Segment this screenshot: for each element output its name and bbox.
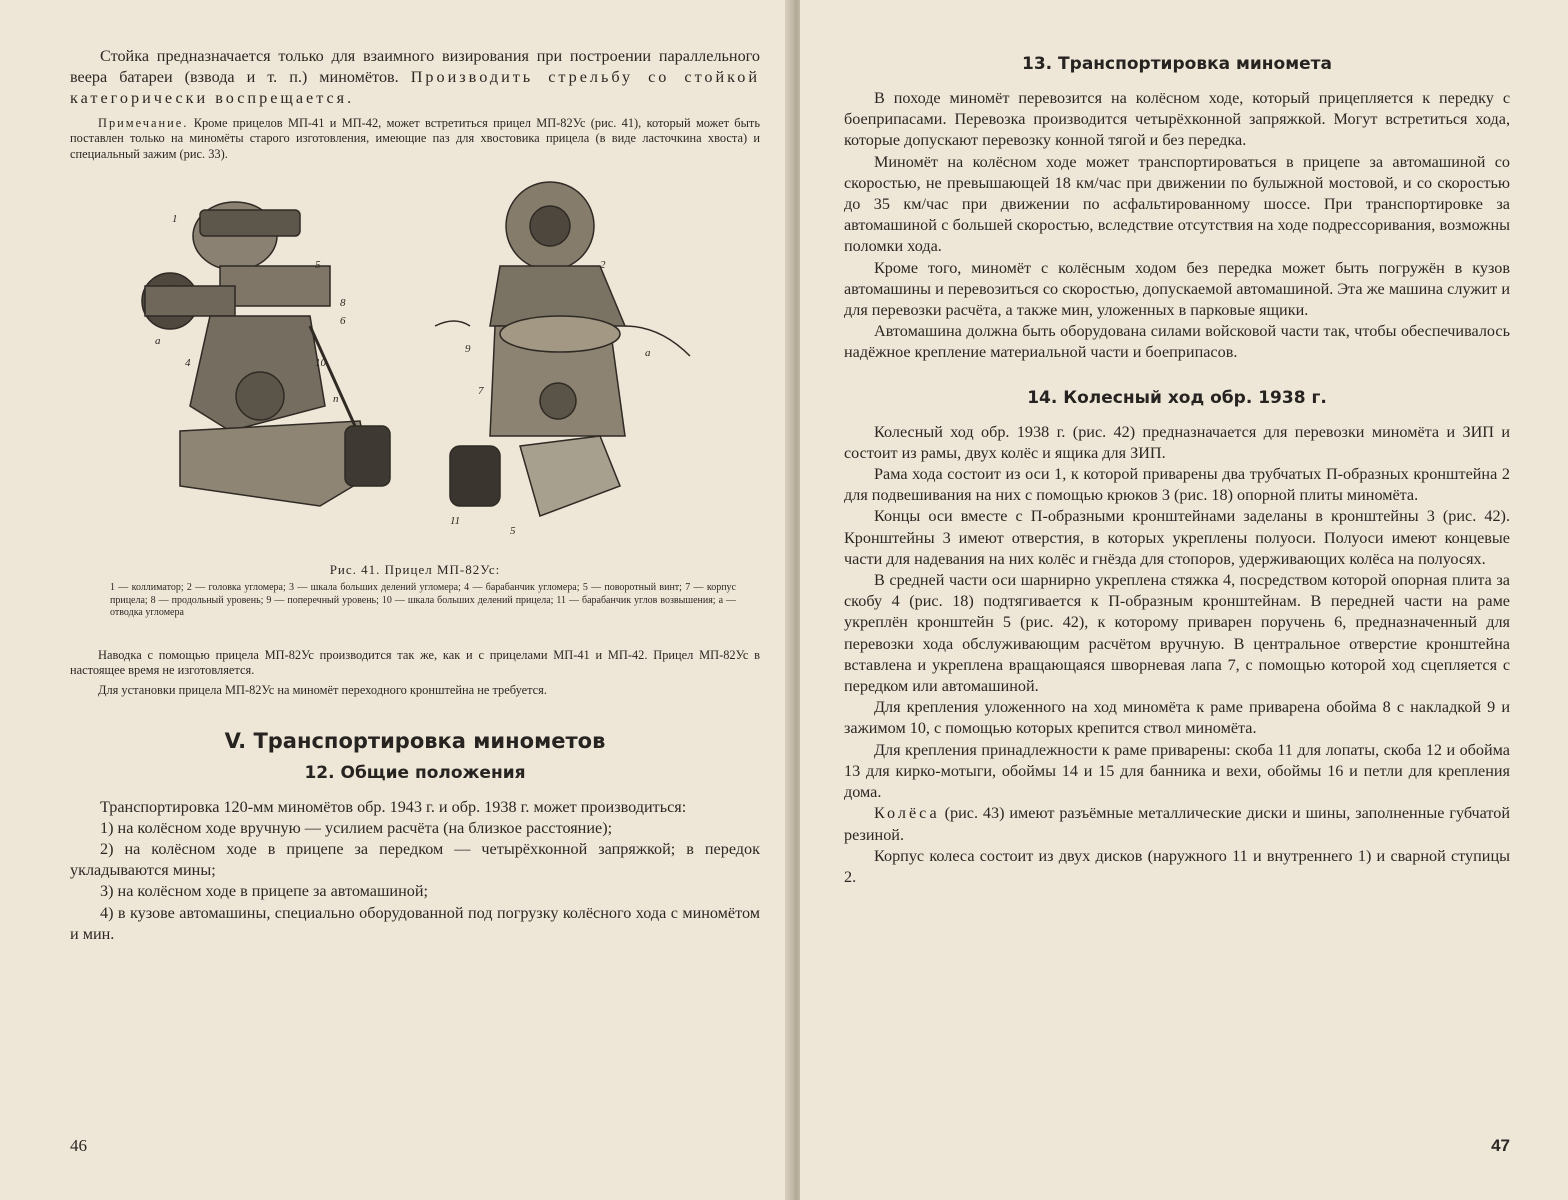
fig-label-5: 5	[315, 259, 321, 272]
transport-list-item-2: 2) на колёсном ходе в прицепе за передком — четырёхконной запряжкой; в передок укладываются мины;	[70, 840, 760, 880]
fig-label-p: п	[333, 393, 339, 406]
fig-label-1: 1	[172, 213, 178, 226]
transport-list-item-1: 1) на колёсном ходе вручную — усилием расчёта (на близкое расстояние);	[100, 818, 613, 837]
fig-label-2: 2	[600, 259, 606, 272]
transport-list-item-3: 3) на колёсном ходе в прицепе за автомашиной;	[100, 882, 429, 901]
section-14-paragraph-6: Для крепления принадлежности к раме приварены: скоба 11 для лопаты, скоба 12 и обойма 13 для кирко-мотыги, обоймы 14 и 15 для банника и вехи, обоймы 16 и петли для крепления дома.	[844, 740, 1510, 802]
right-page	[800, 0, 1568, 1200]
section-14-paragraph-7	[844, 803, 1510, 845]
section-13-paragraph-3: Кроме того, миномёт с колёсным ходом без передка может быть погружён в кузов автомашины и перевозиться со скоростью, допускаемой автомашиной. Эта же машина служит и для перевозки расчёта, а также мин, уложенных в парковые ящики.	[844, 258, 1510, 320]
transport-list-item-4: 4) в кузове автомашины, специально оборудованной под погрузку колёсного хода с миномётом и мин.	[70, 903, 760, 943]
sight-left-drawing	[142, 202, 390, 506]
figure-caption: Рис. 41. Прицел МП-82Ус:	[329, 562, 501, 578]
intro-paragraph	[70, 46, 760, 110]
fig-label-6: 6	[340, 315, 346, 328]
section-14-paragraph-8: Корпус колеса состоит из двух дисков (наружного 11 и внутреннего 1) и сварной ступицы 2.	[844, 846, 1510, 886]
section-14-paragraph-2: Рама хода состоит из оси 1, к которой приварены два трубчатых П-образных кронштейна 2 для подвешивания на них с помощью крюков 3 (рис. 18) опорной плиты миномёта.	[844, 465, 1510, 505]
section-13-paragraph-1: В походе миномёт перевозится на колёсном ходе, который прицепляется к передку с боеприпасами. Перевозка производится четырёхконной запряжкой. Могут встретиться хода, которые допускают перевозку конной тягой и без передка.	[844, 89, 1510, 150]
section-14-paragraph-4: В средней части оси шарнирно укреплена стяжка 4, посредством которой опорная плита за скобу 4 (рис. 18) подтягивается к П-образным кронштейнам. В передней части на раме укреплён кронштейн 5 (рис. 42), к которому приварен поручень 6, предназначенный для перевозки хода обслуживающим расчётом вручную. В центральное отверстие кронштейна вставлена и укреплена вращающаяся шворневая лапа 7, с помощью которой ход сцепляется с передком или автомашиной.	[844, 571, 1510, 696]
figure-legend: 1 — коллиматор; 2 — головка угломера; 3 — шкала больших делений угломера; 4 — барабанчик угломера; 5 — поворотный винт; 7 — корпус прицела; 8 — продольный уровень; 9 — поперечный уровень; 10 — шкала больших делений прицела; 11 — барабанчик углов возвышения; а — отводка угломера	[110, 582, 736, 619]
sight-figure	[70, 176, 760, 556]
section-13-title: 13. Транспортировка миномета	[1022, 54, 1332, 74]
note-label: Примечание.	[98, 115, 189, 130]
after-figure-paragraph-1: Наводка с помощью прицела МП-82Ус производится так же, как и с прицелами МП-41 и МП-42. Прицел МП-82Ус в настоящее время не изготовляется.	[70, 647, 760, 678]
wheels-label: Колёса	[874, 804, 940, 823]
fig-label-7: 7	[478, 385, 484, 398]
after-figure-paragraph-2: Для установки прицела МП-82Ус на миномёт переходного кронштейна не требуется.	[98, 683, 547, 698]
section-12-intro: Транспортировка 120-мм миномётов обр. 1943 г. и обр. 1938 г. может производиться:	[100, 797, 687, 816]
wheels-text: (рис. 43) имеют разъёмные металлические диски и шины, заполненные губчатой резиной.	[844, 804, 1510, 844]
chapter-title: V. Транспортировка минометов	[224, 728, 606, 753]
note-paragraph	[70, 116, 760, 163]
page-number-left: 46	[70, 1136, 87, 1155]
page-number-right: 47	[1491, 1136, 1510, 1155]
section-13-paragraph-4: Автомашина должна быть оборудована силами войсковой части так, чтобы обеспечивалось надёжное крепление материальной части и боеприпасов.	[844, 322, 1510, 362]
section-14-paragraph-5: Для крепления уложенного на ход миномёта к раме приварена обойма 8 с накладкой 9 и зажимом 10, с помощью которых крепится ствол миномёта.	[844, 698, 1510, 738]
fig-label-5b: 5	[510, 525, 516, 538]
section-14-title: 14. Колесный ход обр. 1938 г.	[1027, 387, 1327, 408]
fig-label-9: 9	[465, 343, 471, 356]
intro-text: Стойка предназначается только для взаимного визирования при построении параллельного веера батареи (взвода и т. п.) миномётов.	[70, 47, 760, 87]
fig-label-11: 11	[450, 515, 461, 528]
section-14-paragraph-1: Колесный ход обр. 1938 г. (рис. 42) предназначается для перевозки миномёта и ЗИП и состоит из рамы, двух колёс и ящика для ЗИП.	[844, 422, 1510, 462]
sight-illustration	[70, 176, 760, 556]
sight-right-drawing	[435, 182, 690, 516]
section-13-paragraph-2: Миномёт на колёсном ходе может транспортироваться в прицепе за автомашиной со скоростью, не превышающей 18 км/час при движении по булыжной мостовой, и со скоростью до 35 км/час при движении по асфальтированному шоссе. При транспортировке за автомашиной с большей скоростью, вследствие отсутствия на ходе подрессоривания, возможны поломки хода.	[844, 152, 1510, 256]
fig-label-a-right: а	[645, 347, 651, 360]
fig-label-a-left: а	[155, 335, 161, 348]
fig-label-10: 10	[315, 357, 326, 370]
fig-label-4: 4	[185, 357, 191, 370]
section-12-title: 12. Общие положения	[304, 762, 526, 783]
intro-emphasis: Производить стрельбу со стойкой категорически воспрещается.	[70, 68, 760, 108]
section-14-paragraph-3: Концы оси вместе с П-образными кронштейнами заделаны в кронштейны 3 (рис. 42). Кронштейны 3 имеют отверстия, в которых укреплены полуоси. Полуоси имеют концевые части для надевания на них колёс и гнёзда для стопоров, удерживающих колёса на полуосях.	[844, 507, 1510, 568]
note-text: Кроме прицелов МП-41 и МП-42, может встретиться прицел МП-82Ус (рис. 41), который может быть поставлен только на миномёты старого изготовления, имеющие паз для хвостовика прицела (в виде ласточкина хвоста) и специальный зажим (рис. 33).	[70, 115, 760, 161]
fig-label-8: 8	[340, 297, 346, 310]
